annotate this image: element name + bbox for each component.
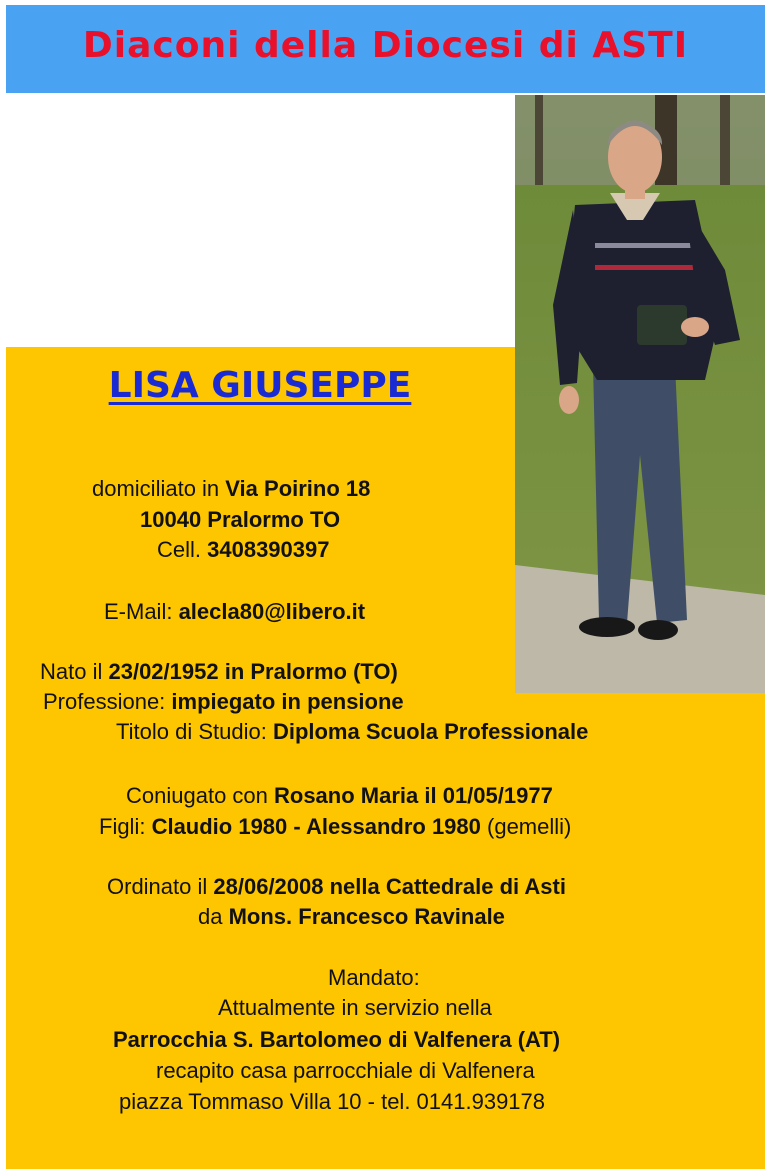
children-line: Figli: Claudio 1980 - Alessandro 1980 (gemelli) (99, 814, 572, 839)
study-line: Titolo di Studio: Diploma Scuola Professionale (116, 719, 589, 744)
portrait-photo (515, 95, 765, 693)
page-title: Diaconi della Diocesi di ASTI (82, 25, 689, 66)
mandate-label: Mandato: (328, 965, 420, 990)
cell-line: Cell. 3408390397 (157, 537, 330, 562)
domicile-line: domiciliato in Via Poirino 18 (92, 476, 371, 501)
married-line: Coniugato con Rosano Maria il 01/05/1977 (126, 783, 553, 808)
mandate-line-3: recapito casa parrocchiale di Valfenera (156, 1058, 535, 1083)
ordained-by-line: da Mons. Francesco Ravinale (198, 904, 505, 929)
city-line: 10040 Pralormo TO (140, 507, 341, 532)
mandate-line-4: piazza Tommaso Villa 10 - tel. 0141.939178 (119, 1089, 546, 1114)
header-banner (6, 5, 765, 93)
mandate-parish: Parrocchia S. Bartolomeo di Valfenera (AT) (113, 1027, 561, 1052)
ordained-line: Ordinato il 28/06/2008 nella Cattedrale di Asti (107, 874, 566, 899)
profession-line: Professione: impiegato in pensione (43, 689, 404, 714)
person-name: LISA GIUSEPPE (108, 365, 412, 406)
email-line: E-Mail: alecla80@libero.it (104, 599, 366, 624)
mandate-line-1: Attualmente in servizio nella (218, 995, 492, 1020)
born-line: Nato il 23/02/1952 in Pralormo (TO) (40, 659, 398, 684)
portrait-illustration (515, 95, 765, 693)
